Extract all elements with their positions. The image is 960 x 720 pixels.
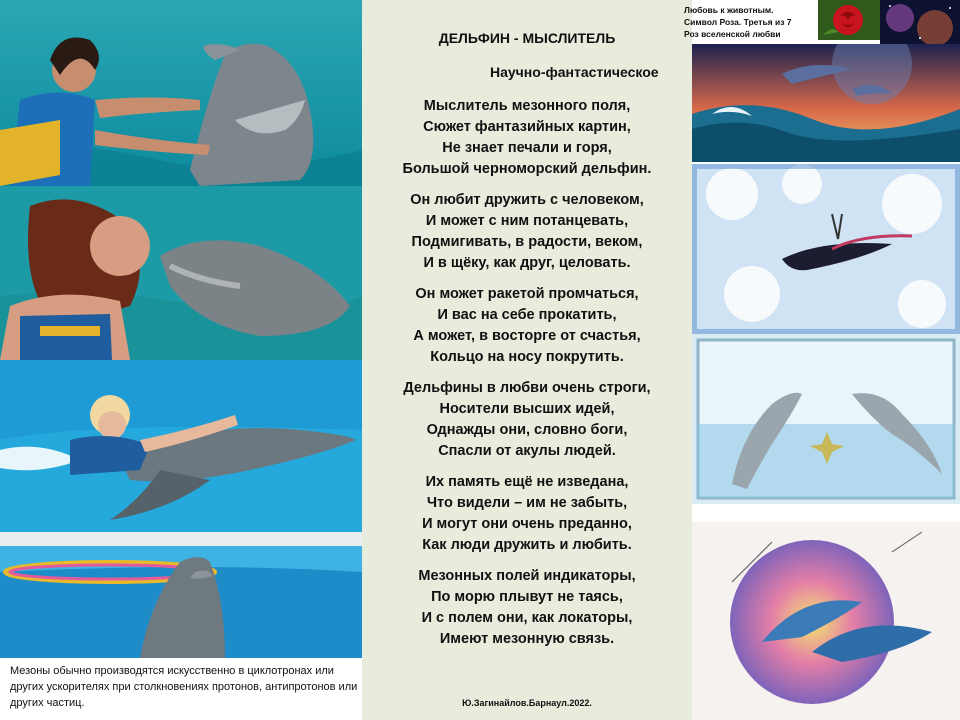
photo-woman-touching-dolphin bbox=[0, 0, 362, 186]
stanza bbox=[362, 284, 692, 368]
poem-line: Мыслитель мезонного поля, bbox=[423, 98, 631, 114]
photo-girl-kissing-dolphin bbox=[0, 186, 362, 360]
dolphin-figure-blue-painting bbox=[692, 164, 960, 334]
photo-dolphin-with-hoop bbox=[0, 532, 362, 658]
poem-line: По морю плывут не таясь, bbox=[431, 589, 623, 605]
poem-line: А может, в восторге от счастья, bbox=[413, 328, 641, 344]
poem-line: И вас на себе прокатить, bbox=[437, 307, 617, 323]
poem-line: Кольцо на носу покрутить. bbox=[430, 349, 624, 365]
poem-line: Мезонных полей индикаторы, bbox=[418, 568, 636, 584]
poem-line: Он может ракетой промчаться, bbox=[415, 286, 639, 302]
stanza bbox=[362, 378, 692, 462]
poem-line: И может с ним потанцевать, bbox=[425, 213, 629, 229]
poem-line: Большой черноморский дельфин. bbox=[402, 161, 652, 177]
two-dolphins-sketch bbox=[692, 334, 960, 504]
poem-line: Дельфины в любви очень строги, bbox=[403, 380, 651, 396]
stanza bbox=[362, 566, 692, 650]
photo-woman-riding-dolphin bbox=[0, 360, 362, 532]
poem-line: И могут они очень преданно, bbox=[422, 516, 632, 532]
header-line: Любовь к животным. bbox=[684, 5, 774, 15]
poem-line: Спасли от акулы людей. bbox=[438, 443, 616, 459]
poem-line: Не знает печали и горя, bbox=[442, 140, 612, 156]
header-caption bbox=[684, 4, 814, 40]
stanza bbox=[362, 96, 692, 180]
poem-line: Как люди дружить и любить. bbox=[422, 537, 632, 553]
dolphins-sphere-watercolor bbox=[692, 522, 960, 720]
poem-line: Их память ещё не изведана, bbox=[425, 474, 629, 490]
poem-genre: Научно-фантастическое bbox=[490, 64, 659, 80]
poem-line: И в щёку, как друг, целовать. bbox=[423, 255, 631, 271]
poem-body bbox=[362, 96, 692, 660]
rose-image bbox=[818, 0, 880, 40]
poem-panel bbox=[362, 0, 692, 720]
poem-line: Он любит дружить с человеком, bbox=[410, 192, 644, 208]
poem-line: Однажды они, словно боги, bbox=[426, 422, 628, 438]
poem-line: Имеют мезонную связь. bbox=[439, 631, 615, 647]
dolphins-wave-painting bbox=[692, 44, 960, 162]
poem-line: Носители высших идей, bbox=[439, 401, 615, 417]
footnote-caption: Мезоны обычно производятся искусственно в циклотронах или других ускорителях при столкновениях протонов, антипротонов или других частиц. bbox=[0, 658, 362, 720]
stanza bbox=[362, 472, 692, 556]
poem-line: Сюжет фантазийных картин, bbox=[423, 119, 631, 135]
space-nebula-image bbox=[880, 0, 960, 44]
poem-line: Что видели – им не забыть, bbox=[426, 495, 628, 511]
poem-line: И с полем они, как локаторы, bbox=[421, 610, 633, 626]
header-line: Роз вселенской любви bbox=[684, 29, 781, 39]
stanza bbox=[362, 190, 692, 274]
poem-title: ДЕЛЬФИН - МЫСЛИТЕЛЬ bbox=[438, 30, 616, 46]
author-signature: Ю.Загинайлов.Барнаул.2022. bbox=[462, 698, 592, 708]
header-line: Символ Роза. Третья из 7 bbox=[684, 17, 792, 27]
poem-line: Подмигивать, в радости, веком, bbox=[411, 234, 643, 250]
